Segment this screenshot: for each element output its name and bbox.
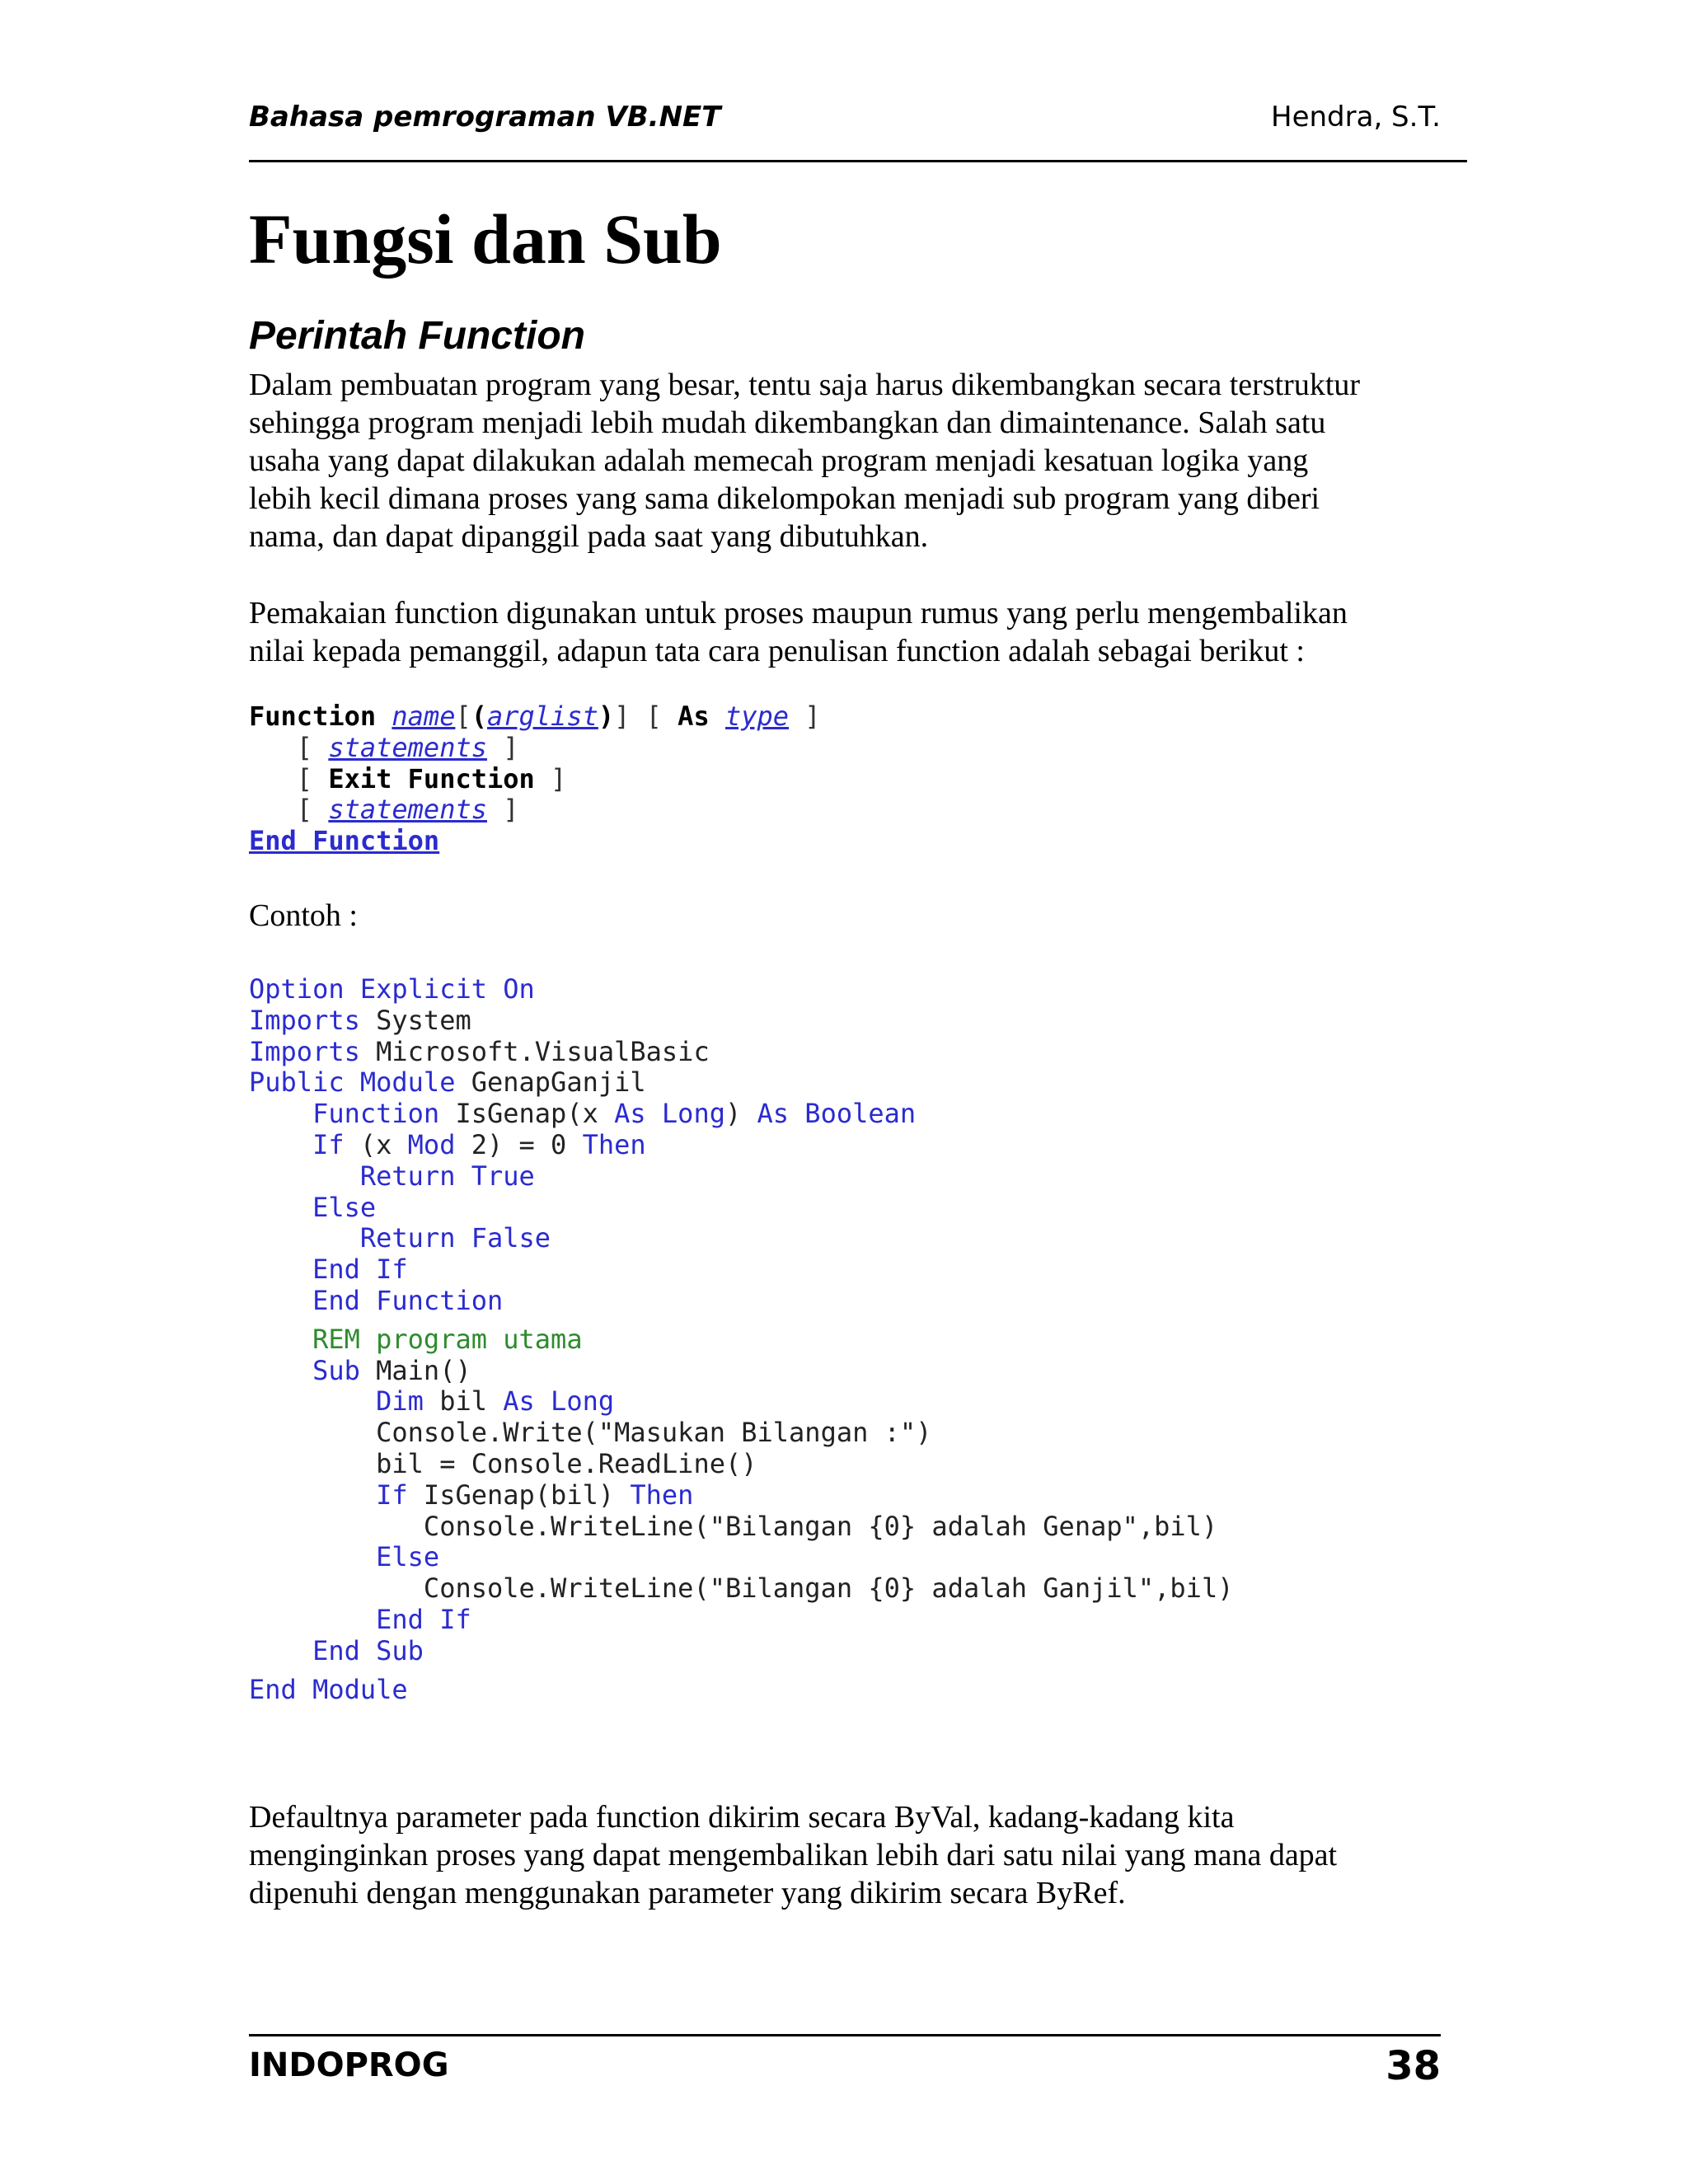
- syntax-paren: ): [598, 701, 615, 732]
- page-number: 38: [1386, 2043, 1441, 2089]
- code-text: Console.Write("Masukan Bilangan :"): [376, 1417, 932, 1449]
- page-footer: [249, 2034, 1441, 2094]
- code-keyword: Dim: [376, 1385, 424, 1418]
- syntax-name-link[interactable]: name: [392, 701, 456, 732]
- code-text: Console.WriteLine("Bilangan {0} adalah Genap",bil): [423, 1510, 1218, 1542]
- code-line: [249, 1161, 1233, 1193]
- code-keyword: End If: [376, 1603, 471, 1635]
- syntax-line: [249, 794, 821, 826]
- byval-byref-paragraph: [249, 1798, 1461, 1912]
- syntax-paren: (: [471, 701, 487, 732]
- code-line: [249, 1356, 1233, 1387]
- code-text: Microsoft.VisualBasic: [359, 1035, 710, 1067]
- code-keyword: Option Explicit On: [249, 973, 535, 1005]
- code-keyword: Return True: [359, 1160, 535, 1192]
- syntax-bracket: ]: [551, 762, 567, 794]
- syntax-line: [249, 826, 821, 857]
- code-line: [249, 1418, 1233, 1449]
- code-line: [249, 1449, 1233, 1480]
- code-text: Console.WriteLine("Bilangan {0} adalah Ganjil",bil): [423, 1572, 1234, 1605]
- section-heading: Perintah Function: [249, 314, 585, 358]
- paragraph-line: dipenuhi dengan menggunakan parameter yang dikirim secara ByRef.: [249, 1876, 1126, 1910]
- paragraph-line: Defaultnya parameter pada function dikirim secara ByVal, kadang-kadang kita: [249, 1800, 1235, 1835]
- code-keyword: Then: [630, 1479, 694, 1511]
- code-keyword: If: [312, 1128, 345, 1160]
- syntax-end-function-link[interactable]: End Function: [249, 825, 440, 857]
- code-text: Main(): [359, 1354, 471, 1386]
- code-keyword: Function: [312, 1098, 440, 1130]
- code-text: GenapGanjil: [455, 1066, 646, 1099]
- code-comment: REM program utama: [312, 1323, 583, 1355]
- code-line: [249, 1254, 1233, 1286]
- code-line: [249, 1480, 1233, 1511]
- paragraph-line: nilai kepada pemanggil, adapun tata cara penulisan function adalah sebagai berikut :: [249, 634, 1305, 668]
- code-keyword: End If: [312, 1254, 408, 1286]
- syntax-line: [249, 733, 821, 764]
- syntax-line: [249, 701, 821, 733]
- page-header: [249, 97, 1467, 162]
- code-line: [249, 1193, 1233, 1224]
- syntax-type-link[interactable]: type: [724, 701, 790, 732]
- example-code-block: [249, 974, 1233, 1705]
- syntax-statements-link[interactable]: statements: [328, 731, 487, 763]
- paragraph-line: nama, dan dapat dipanggil pada saat yang dibutuhkan.: [249, 519, 929, 554]
- code-line: [249, 1099, 1233, 1130]
- code-keyword: Then: [582, 1128, 646, 1160]
- syntax-keyword: As: [678, 701, 710, 732]
- code-line: [249, 1605, 1233, 1636]
- code-keyword: As Long: [614, 1098, 725, 1130]
- syntax-bracket: ]: [503, 794, 519, 826]
- code-keyword: Sub: [312, 1354, 360, 1386]
- code-text: ): [724, 1098, 757, 1130]
- code-keyword: As Long: [503, 1385, 615, 1418]
- paragraph-line: menginginkan proses yang dapat mengembalikan lebih dari satu nilai yang mana dapat: [249, 1838, 1338, 1872]
- code-line: [249, 1675, 1233, 1706]
- code-text: System: [359, 1004, 471, 1036]
- code-keyword: End Sub: [312, 1634, 424, 1666]
- code-line: [249, 1130, 1233, 1161]
- code-line: [249, 1286, 1233, 1317]
- code-text: 2) = 0: [455, 1128, 583, 1160]
- footer-publisher: INDOPROG: [249, 2046, 449, 2084]
- code-line: [249, 1005, 1233, 1037]
- code-keyword: As Boolean: [757, 1098, 917, 1130]
- code-text: bil = Console.ReadLine(): [376, 1447, 757, 1479]
- code-keyword: Imports: [249, 1035, 360, 1067]
- code-keyword: Else: [312, 1191, 377, 1223]
- code-line: [249, 1573, 1233, 1605]
- syntax-bracket: [: [296, 762, 313, 794]
- syntax-bracket: ]: [804, 701, 821, 732]
- code-keyword: Imports: [249, 1004, 360, 1036]
- paragraph-line: usaha yang dapat dilakukan adalah memecah program menjadi kesatuan logika yang: [249, 443, 1309, 478]
- code-line: [249, 1067, 1233, 1099]
- syntax-line: [249, 764, 821, 795]
- document-page: [249, 0, 1467, 2184]
- syntax-bracket: [: [645, 701, 662, 732]
- paragraph-line: Pemakaian function digunakan untuk proses maupun rumus yang perlu mengembalikan: [249, 596, 1348, 630]
- code-line: [249, 1223, 1233, 1254]
- header-author: Hendra, S.T.: [1271, 101, 1441, 134]
- syntax-bracket: ]: [503, 731, 519, 763]
- syntax-keyword: Exit Function: [328, 762, 535, 794]
- header-book-title: Bahasa pemrograman VB.NET: [249, 101, 721, 134]
- paragraph-line: lebih kecil dimana proses yang sama dikelompokan menjadi sub program yang diberi: [249, 481, 1320, 516]
- code-line: [249, 1037, 1233, 1068]
- function-syntax-block: [249, 701, 821, 857]
- code-line: [249, 1542, 1233, 1573]
- syntax-bracket: ]: [614, 701, 631, 732]
- example-label: Contoh :: [249, 898, 358, 933]
- code-line: [249, 974, 1233, 1005]
- code-keyword: End Module: [249, 1673, 408, 1705]
- syntax-statements-link[interactable]: statements: [328, 794, 487, 826]
- syntax-bracket: [: [296, 731, 313, 763]
- code-text: IsGenap(x: [439, 1098, 615, 1130]
- code-line: [249, 1324, 1233, 1356]
- paragraph-line: Dalam pembuatan program yang besar, tentu saja harus dikembangkan secara terstruktur: [249, 368, 1361, 402]
- paragraph-line: sehingga program menjadi lebih mudah dikembangkan dan dimaintenance. Salah satu: [249, 405, 1326, 440]
- code-line: [249, 1636, 1233, 1667]
- code-keyword: Return False: [359, 1222, 551, 1254]
- code-keyword: If: [376, 1479, 408, 1511]
- code-text: bil: [423, 1385, 504, 1418]
- syntax-arglist-link[interactable]: arglist: [486, 701, 598, 732]
- code-line: [249, 1386, 1233, 1418]
- code-keyword: End Function: [312, 1284, 504, 1316]
- syntax-bracket: [: [296, 794, 313, 826]
- syntax-bracket: [: [455, 701, 471, 732]
- code-keyword: Mod: [407, 1128, 456, 1160]
- intro-paragraph: [249, 366, 1461, 555]
- function-usage-paragraph: [249, 594, 1461, 670]
- code-text: (x: [344, 1128, 408, 1160]
- code-keyword: Else: [376, 1541, 440, 1573]
- syntax-keyword: Function: [249, 701, 377, 732]
- code-text: IsGenap(bil): [407, 1479, 631, 1511]
- code-line: [249, 1511, 1233, 1543]
- page-title: Fungsi dan Sub: [249, 199, 722, 279]
- code-keyword: Public Module: [249, 1066, 456, 1099]
